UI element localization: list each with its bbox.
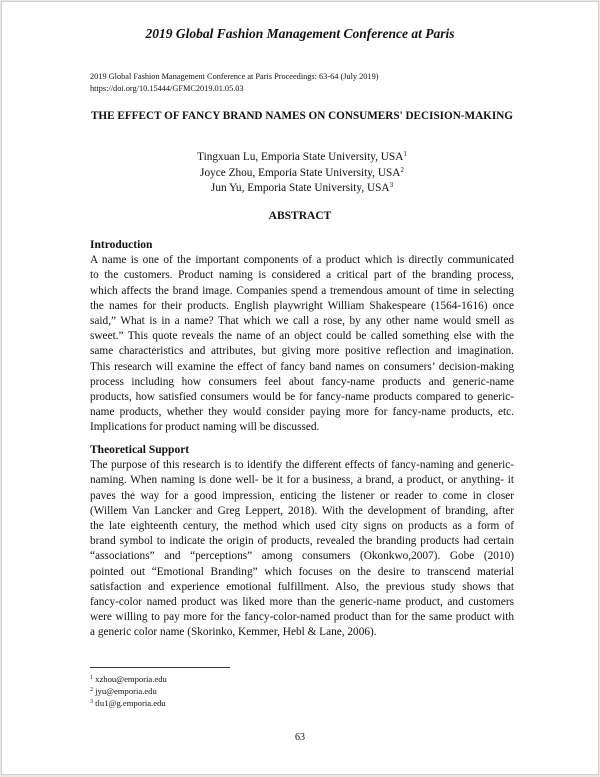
body-line: A name is one of the important components of a product which is directly communicated [90, 254, 514, 267]
body-line: pointed out “Emotional Branding” which focuses on the desire to transcend material [90, 565, 514, 578]
author-name: Joyce Zhou, Emporia State University, USA [200, 166, 401, 179]
body-line: The purpose of this research is to identify the different effects of fancy-naming and generic- [90, 459, 514, 472]
body-line: the late eighteenth century, the method which used city signs on products as a form of [90, 520, 514, 533]
paper-title: THE EFFECT OF FANCY BRAND NAMES ON CONSUMERS' DECISION-MAKING [90, 110, 514, 122]
body-line: naming. When naming is done well- be it for a business, a brand, a product, or anything- it [90, 474, 514, 487]
author-line [90, 181, 514, 197]
body-line: paves the way for a good impression, enticing the listener or reader to come in closer [90, 489, 514, 502]
footnote-email[interactable]: xzhou@emporia.edu [95, 674, 167, 684]
body-line: This research will examine the effect of fancy band names on consumers’ decision-making [90, 360, 514, 373]
body-line: name products, whether they would consider paying more for fancy-name products, etc. [90, 406, 514, 419]
section-heading: Introduction [90, 239, 153, 251]
author-line [90, 166, 514, 182]
page-number: 63 [295, 732, 305, 743]
author-name: Tingxuan Lu, Emporia State University, USA [197, 151, 404, 163]
section-body [90, 253, 514, 435]
footnotes [90, 674, 167, 709]
proceedings-citation: 2019 Global Fashion Management Conference at Paris Proceedings: 63-64 (July 2019) [90, 72, 379, 81]
footnote [90, 686, 167, 698]
body-line: same characteristics and attributes, but giving more positive reflection and imagination. [90, 345, 514, 358]
section-theoretical-support [90, 443, 514, 641]
section-heading: Theoretical Support [90, 444, 190, 456]
body-line: a generic color name (Skorinko, Kemmer, Hebl & Lane, 2006). [90, 626, 377, 639]
footnote [90, 674, 167, 686]
footnote-marker: 3 [90, 698, 93, 705]
section-body [90, 458, 514, 640]
section-introduction [90, 238, 514, 436]
author-footnote-marker: 3 [389, 181, 394, 189]
body-line: the names for their products. English playwright William Shakespeare (1564-1616) once [90, 299, 514, 312]
abstract-heading: ABSTRACT [268, 210, 332, 222]
author-name: Jun Yu, Emporia State University, USA [210, 182, 390, 194]
body-line: brand symbol to indicate the origin of products, revealed the branding products had certain [90, 535, 514, 548]
footnote-email[interactable]: jyu@emporia.edu [95, 685, 157, 696]
footnote [90, 698, 167, 710]
body-line: process including how consumers feel about fancy-name products and generic-name [90, 375, 514, 388]
body-line: said,” What is in a name? That which we call a rose, by any other name would smell as [90, 315, 514, 328]
body-line: products, how satisfied consumers would be for fancy-name products compared to generic- [90, 391, 514, 404]
conference-header: 2019 Global Fashion Management Conference at Paris [145, 26, 455, 41]
paper-page [1, 1, 599, 775]
doi-link[interactable]: https://doi.org/10.15444/GFMC2019.01.05.03 [90, 83, 244, 93]
body-line: fancy-color named product was liked more than the generic-name product, and customers [90, 596, 514, 609]
body-line: which affects the brand image. Companies spend a tremendous amount of time in selecting [90, 284, 514, 297]
author-line [90, 150, 514, 166]
body-line: “associations” and “perceptions” among consumers (Okonkwo,2007). Gobe (2010) [90, 550, 514, 563]
author-footnote-marker: 1 [403, 150, 407, 158]
footnote-divider [90, 667, 230, 668]
footnote-email[interactable]: tlu1@g.emporia.edu [95, 697, 166, 708]
body-line: Implications for product naming will be discussed. [90, 421, 320, 434]
author-footnote-marker: 2 [400, 165, 404, 174]
proceedings-info [90, 71, 379, 94]
body-line: (Willem Van Lancker and Greg Leppert, 2018). With the development of branding, after [90, 504, 514, 517]
body-line: were willing to pay more for the fancy-color-named product than for the same product with [90, 611, 514, 624]
body-line: sweet.” This quote reveals the name of an object could be called something else with the [90, 330, 514, 343]
body-line: satisfaction and experience emotional fulfillment. Also, the previous study shows that [90, 580, 514, 593]
body-line: to the customers. Product naming is considered a critical part of the branding process, [90, 269, 514, 282]
footnote-marker: 1 [90, 675, 93, 681]
footnote-marker: 2 [90, 686, 93, 693]
author-list [90, 150, 514, 197]
